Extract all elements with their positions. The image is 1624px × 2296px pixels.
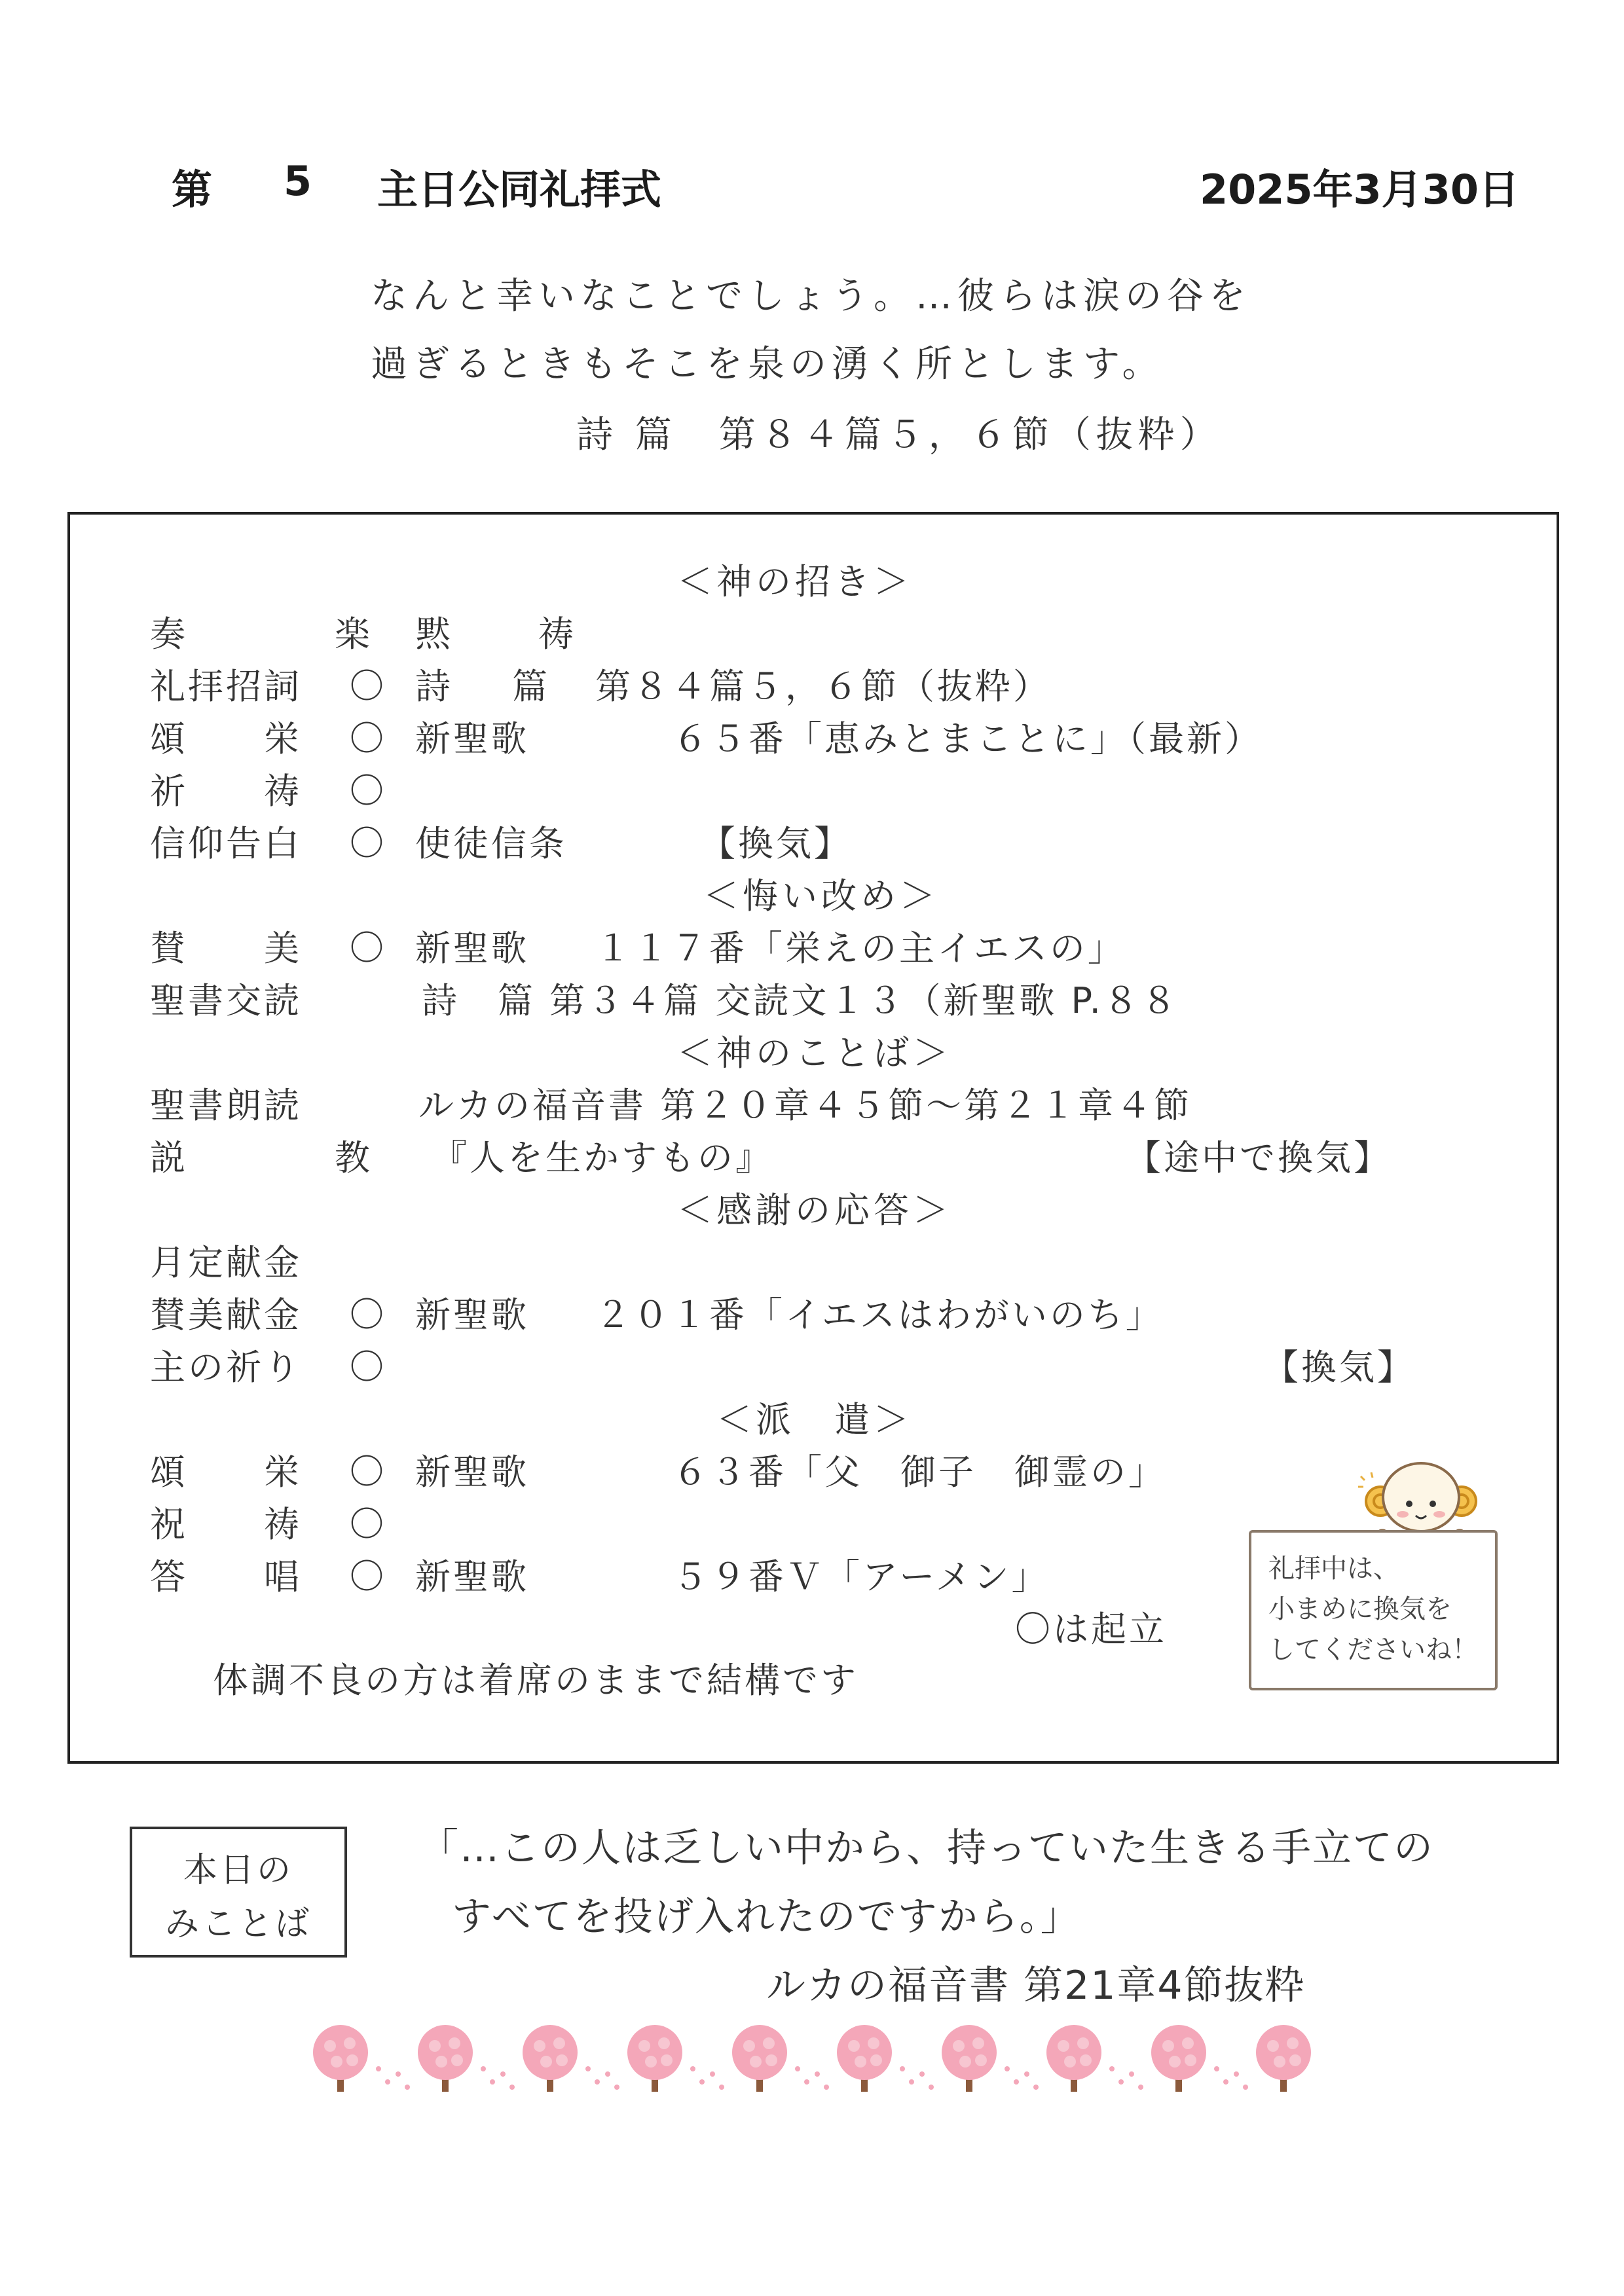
- order-label: 賛美献金: [150, 1294, 302, 1336]
- petal-dot: [376, 2066, 381, 2071]
- order-detail: ６３番「父 御子 御霊の」: [635, 1451, 1166, 1493]
- petal-dot: [509, 2085, 515, 2090]
- standing-mark: 〇: [350, 1453, 387, 1492]
- sheep-icon: [1356, 1457, 1486, 1542]
- petal-dot: [1138, 2085, 1143, 2090]
- petal-dot: [385, 2079, 390, 2085]
- section-word: ＜神のことば＞: [677, 1032, 952, 1074]
- standing-mark: 〇: [350, 772, 387, 811]
- order-item: 詩 篇 第３４篇 交読文１３（新聖歌 P.８８: [422, 980, 1179, 1021]
- service-number: 5: [284, 157, 312, 205]
- order-detail: 第８４篇５，６節（抜粋）: [595, 666, 1051, 707]
- cherry-tree-icon: [1151, 2025, 1206, 2092]
- epigraph-line-1: なんと幸いなことでしょう。…彼らは涙の谷を: [371, 275, 1251, 318]
- petal-dot: [1223, 2079, 1228, 2085]
- petal-dot: [1129, 2071, 1134, 2077]
- order-item: 新聖歌: [415, 1556, 529, 1597]
- order-label: 頌 栄: [150, 718, 302, 759]
- standing-mark: 〇: [350, 1348, 387, 1387]
- order-label: 頌 栄: [150, 1451, 302, 1493]
- order-label: 答 唱: [150, 1556, 302, 1597]
- cherry-tree-icon: [313, 2025, 368, 2092]
- petal-dot: [929, 2085, 934, 2090]
- standing-mark: 〇: [350, 824, 387, 864]
- order-item: 使徒信条: [415, 823, 567, 864]
- order-label: 賛 美: [150, 928, 302, 969]
- cherry-tree-icon: [732, 2025, 787, 2092]
- petal-dot: [710, 2071, 715, 2077]
- petal-dot: [719, 2085, 724, 2090]
- todays-word-label-2: みことば: [164, 1904, 312, 1944]
- standing-mark: 〇: [350, 1505, 387, 1544]
- petal-dot: [605, 2071, 610, 2077]
- todays-word-label-box: [130, 1827, 347, 1958]
- cherry-tree-icon: [523, 2025, 578, 2092]
- order-item: 詩 篇: [415, 666, 561, 707]
- petal-dot: [490, 2079, 495, 2085]
- order-label: 祝 祷: [150, 1504, 302, 1545]
- standing-mark: 〇: [350, 929, 387, 968]
- petal-dot: [1234, 2071, 1239, 2077]
- cherry-tree-icon: [837, 2025, 892, 2092]
- order-note: 【換気】: [1263, 1347, 1415, 1388]
- petal-dot: [900, 2066, 905, 2071]
- petal-dot: [1118, 2079, 1124, 2085]
- seated-note: 体調不良の方は着席のままで結構です: [213, 1660, 858, 1701]
- petal-dot: [614, 2085, 619, 2090]
- epigraph-reference: 詩 篇 第８４篇５，６節（抜粋）: [576, 414, 1222, 456]
- order-label: 礼拝招詞: [150, 666, 302, 707]
- petal-dot: [585, 2066, 591, 2071]
- petal-dot: [815, 2071, 820, 2077]
- cherry-tree-icon: [942, 2025, 997, 2092]
- standing-mark: 〇: [350, 720, 387, 759]
- petal-dot: [1005, 2066, 1010, 2071]
- petal-dot: [919, 2071, 925, 2077]
- epigraph-line-2: 過ぎるときもそこを泉の湧く所とします。: [371, 343, 1164, 386]
- order-label: 奏 楽: [150, 613, 396, 655]
- standing-note: 〇は起立: [1015, 1609, 1167, 1650]
- reminder-line-1: 礼拝中は、: [1268, 1554, 1399, 1584]
- order-detail: ２０１番「イエスはわがいのち」: [595, 1294, 1164, 1336]
- order-label: 聖書交読: [150, 980, 302, 1021]
- order-item: 『人を生かすもの』: [432, 1137, 773, 1178]
- order-label: 主の祈り: [150, 1347, 302, 1388]
- order-item: 黙 祷: [415, 613, 600, 655]
- petal-dot: [396, 2071, 401, 2077]
- petal-dot: [1024, 2071, 1029, 2077]
- standing-mark: 〇: [350, 1296, 387, 1335]
- cherry-tree-icon: [1046, 2025, 1101, 2092]
- cherry-tree-icon: [1256, 2025, 1311, 2092]
- order-label: 祈 祷: [150, 771, 302, 812]
- service-date: 2025年3月30日: [1200, 166, 1519, 213]
- petal-dot: [909, 2079, 914, 2085]
- petal-dot: [699, 2079, 705, 2085]
- order-label: 説 教: [150, 1137, 396, 1178]
- petal-dot: [500, 2071, 506, 2077]
- todays-word-reference: ルカの福音書 第21章4節抜粋: [766, 1963, 1306, 2009]
- section-thanks: ＜感謝の応答＞: [677, 1190, 952, 1231]
- order-detail: ５９番Ｖ「アーメン」: [635, 1556, 1050, 1597]
- order-label: 聖書朗読: [150, 1085, 302, 1126]
- order-item: 新聖歌: [415, 1451, 529, 1493]
- cherry-tree-border: [308, 2016, 1356, 2102]
- petal-dot: [690, 2066, 695, 2071]
- reminder-line-3: してくださいね！: [1268, 1635, 1478, 1665]
- order-detail: ６５番「恵みとまことに」（最新）: [635, 718, 1263, 759]
- standing-mark: 〇: [350, 1558, 387, 1597]
- order-label: 月定献金: [150, 1242, 302, 1283]
- petal-dot: [1033, 2085, 1039, 2090]
- todays-word-label-1: 本日の: [183, 1851, 293, 1890]
- section-repentance: ＜悔い改め＞: [703, 875, 939, 917]
- order-item: 新聖歌: [415, 718, 529, 759]
- reminder-line-2: 小まめに換気を: [1268, 1594, 1452, 1624]
- order-item: 新聖歌: [415, 928, 529, 969]
- order-item: 新聖歌: [415, 1294, 529, 1336]
- cherry-tree-icon: [418, 2025, 473, 2092]
- petal-dot: [795, 2066, 800, 2071]
- section-sending: ＜派 遣＞: [716, 1399, 913, 1440]
- header-dai: 第: [172, 166, 213, 213]
- petal-dot: [804, 2079, 809, 2085]
- petal-dot: [1014, 2079, 1019, 2085]
- order-note: 【途中で換気】: [1126, 1137, 1392, 1178]
- section-call: ＜神の招き＞: [677, 561, 913, 602]
- standing-mark: 〇: [350, 667, 387, 706]
- cherry-tree-icon: [627, 2025, 682, 2092]
- order-item: ルカの福音書 第２０章４５節～第２１章４節: [418, 1085, 1192, 1126]
- petal-dot: [595, 2079, 600, 2085]
- order-detail: 【換気】: [700, 823, 852, 864]
- order-label: 信仰告白: [150, 823, 302, 864]
- ventilation-reminder: [1249, 1530, 1498, 1690]
- petal-dot: [1109, 2066, 1115, 2071]
- petal-dot: [405, 2085, 410, 2090]
- service-title: 主日公同礼拝式: [377, 166, 662, 213]
- petal-dot: [1243, 2085, 1248, 2090]
- todays-word-quote-2: すべてを投げ入れたのですから。」: [452, 1894, 1081, 1940]
- todays-word-quote-1: 「…この人は乏しい中から、持っていた生きる手立ての: [419, 1825, 1434, 1871]
- petal-dot: [1214, 2066, 1219, 2071]
- petal-dot: [481, 2066, 486, 2071]
- petal-dot: [824, 2085, 829, 2090]
- order-detail: １１７番「栄えの主イエスの」: [595, 928, 1126, 969]
